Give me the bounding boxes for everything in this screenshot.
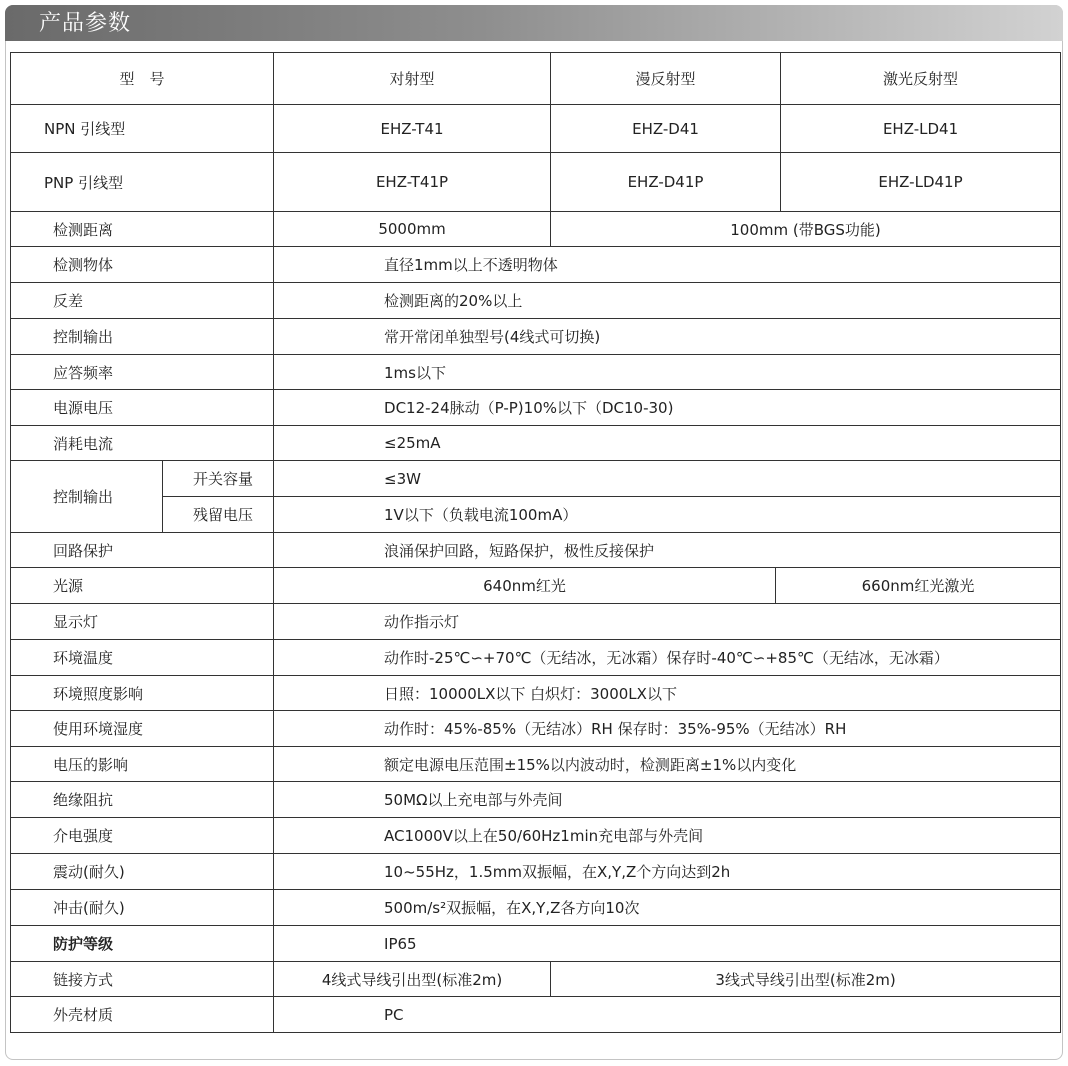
- row-label: 检测物体: [11, 247, 274, 283]
- table-row: [11, 854, 1061, 890]
- section-header: [5, 5, 1063, 41]
- table-row: [11, 105, 1061, 153]
- row-value: 660nm红光激光: [776, 568, 1061, 604]
- row-label: 消耗电流: [11, 426, 274, 461]
- row-value: 常开常闭单独型号(4线式可切换): [274, 319, 1061, 355]
- row-label: 介电强度: [11, 818, 274, 854]
- sub-label: 开关容量: [163, 461, 274, 497]
- row-value: 1V以下（负载电流100mA）: [274, 497, 1061, 533]
- row-label: 绝缘阻抗: [11, 782, 274, 818]
- row-value: 5000mm: [274, 212, 551, 247]
- type-laser: 激光反射型: [781, 53, 1061, 105]
- row-label: 冲击(耐久): [11, 890, 274, 926]
- table-row: [11, 53, 1061, 105]
- row-value: 检测距离的20%以上: [274, 283, 1061, 319]
- model-label: 型 号: [11, 53, 274, 105]
- row-value: 直径1mm以上不透明物体: [274, 247, 1061, 283]
- row-label: 外壳材质: [11, 997, 274, 1033]
- table-row: [11, 997, 1061, 1033]
- row-value: 额定电源电压范围±15%以内波动时，检测距离±1%以内变化: [274, 747, 1061, 782]
- spec-table: [10, 52, 1061, 1033]
- row-value: 日照：10000LX以下 白炽灯：3000LX以下: [274, 676, 1061, 711]
- row-value: 1ms以下: [274, 355, 1061, 390]
- row-value: 500m/s²双振幅，在X,Y,Z各方向10次: [274, 890, 1061, 926]
- model-npn-diffuse: EHZ-D41: [551, 105, 781, 153]
- row-value: ≤25mA: [274, 426, 1061, 461]
- table-row: [11, 640, 1061, 676]
- row-value: 10~55Hz，1.5mm双振幅，在X,Y,Z个方向达到2h: [274, 854, 1061, 890]
- model-pnp-thrubeam: EHZ-T41P: [274, 153, 551, 212]
- row-value: 4线式导线引出型(标准2m): [274, 962, 551, 997]
- row-value: 640nm红光: [274, 568, 776, 604]
- row-label: 回路保护: [11, 533, 274, 568]
- row-value: 浪涌保护回路，短路保护，极性反接保护: [274, 533, 1061, 568]
- table-row: [11, 818, 1061, 854]
- table-row: [11, 782, 1061, 818]
- row-label: 反差: [11, 283, 274, 319]
- row-label: 链接方式: [11, 962, 274, 997]
- row-value: IP65: [274, 926, 1061, 962]
- row-value: ≤3W: [274, 461, 1061, 497]
- type-diffuse: 漫反射型: [551, 53, 781, 105]
- row-label: 光源: [11, 568, 274, 604]
- table-row: [11, 533, 1061, 568]
- row-label: 震动(耐久): [11, 854, 274, 890]
- npn-label: NPN 引线型: [11, 105, 274, 153]
- row-label: 显示灯: [11, 604, 274, 640]
- section-title: 产品参数: [39, 11, 132, 36]
- row-label: 使用环境湿度: [11, 711, 274, 747]
- table-row: [11, 890, 1061, 926]
- row-value: PC: [274, 997, 1061, 1033]
- table-row: [11, 390, 1061, 426]
- table-row: [11, 926, 1061, 962]
- row-value: 动作时：45%-85%（无结冰）RH 保存时：35%-95%（无结冰）RH: [274, 711, 1061, 747]
- table-row: [11, 568, 1061, 604]
- row-label: 电压的影响: [11, 747, 274, 782]
- row-label: 环境照度影响: [11, 676, 274, 711]
- row-value: AC1000V以上在50/60Hz1min充电部与外壳间: [274, 818, 1061, 854]
- row-value: 50MΩ以上充电部与外壳间: [274, 782, 1061, 818]
- row-label: 防护等级: [11, 926, 274, 962]
- row-value: 动作时-25℃∽+70℃（无结冰，无冰霜）保存时-40℃∽+85℃（无结冰，无冰霜）: [274, 640, 1061, 676]
- row-value: DC12-24脉动（P-P)10%以下（DC10-30): [274, 390, 1061, 426]
- row-value: 动作指示灯: [274, 604, 1061, 640]
- row-label: 环境温度: [11, 640, 274, 676]
- table-row: [11, 962, 1061, 997]
- table-row: [11, 747, 1061, 782]
- table-row: [11, 283, 1061, 319]
- row-label: 电源电压: [11, 390, 274, 426]
- row-label: 控制输出: [11, 461, 163, 533]
- table-row: [11, 676, 1061, 711]
- model-npn-laser: EHZ-LD41: [781, 105, 1061, 153]
- row-value: 3线式导线引出型(标准2m): [551, 962, 1061, 997]
- table-row: [11, 212, 1061, 247]
- sub-label: 残留电压: [163, 497, 274, 533]
- model-pnp-laser: EHZ-LD41P: [781, 153, 1061, 212]
- table-row: [11, 497, 1061, 533]
- table-row: [11, 355, 1061, 390]
- model-npn-thrubeam: EHZ-T41: [274, 105, 551, 153]
- table-row: [11, 153, 1061, 212]
- table-row: [11, 711, 1061, 747]
- table-row: [11, 319, 1061, 355]
- table-row: [11, 247, 1061, 283]
- table-row: [11, 461, 1061, 497]
- row-label: 应答频率: [11, 355, 274, 390]
- row-value: 100mm (带BGS功能): [551, 212, 1061, 247]
- row-label: 检测距离: [11, 212, 274, 247]
- table-row: [11, 426, 1061, 461]
- model-pnp-diffuse: EHZ-D41P: [551, 153, 781, 212]
- pnp-label: PNP 引线型: [11, 153, 274, 212]
- table-row: [11, 604, 1061, 640]
- type-thrubeam: 对射型: [274, 53, 551, 105]
- row-label: 控制输出: [11, 319, 274, 355]
